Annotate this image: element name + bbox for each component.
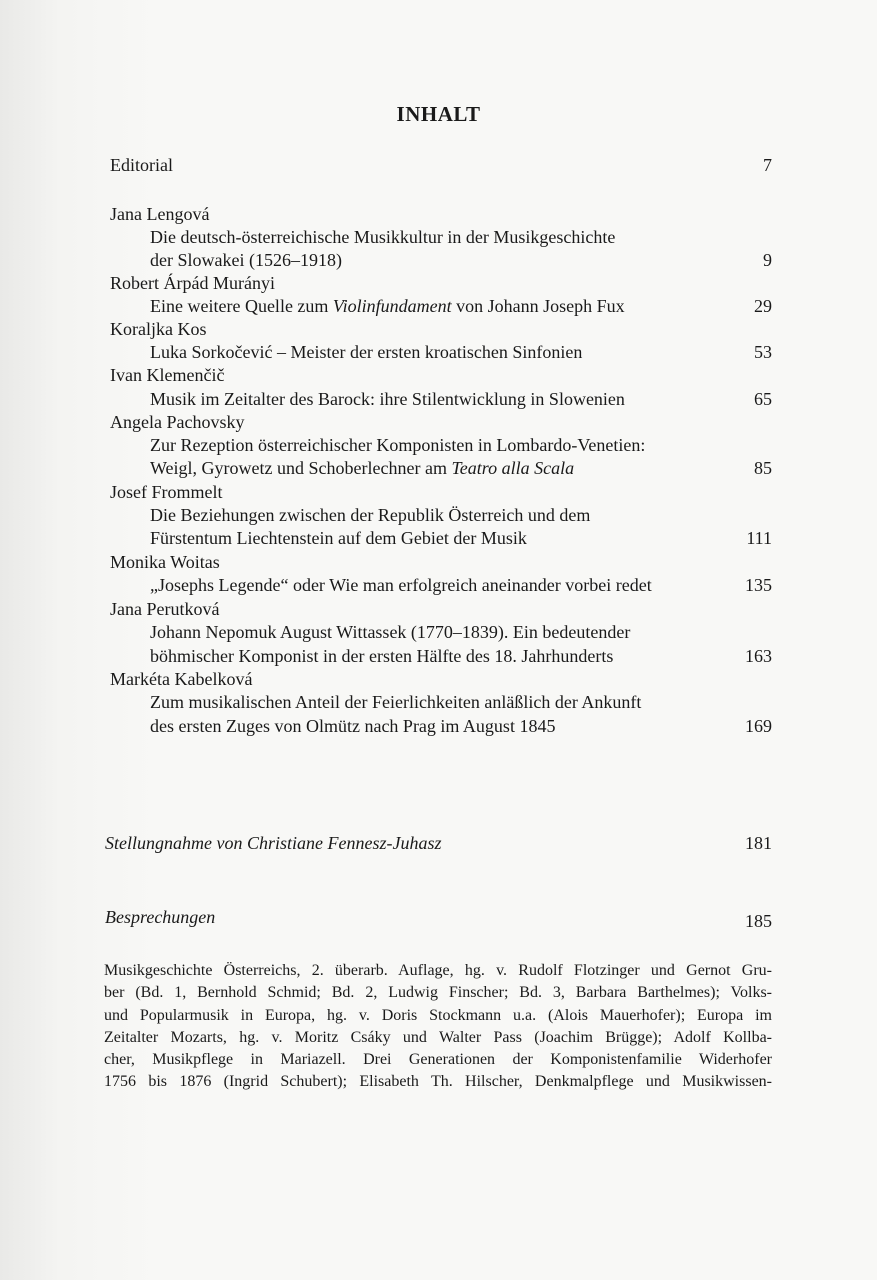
toc-page-number: 169 (745, 716, 772, 736)
reviews-list (104, 960, 772, 1094)
toc-author: Jana Perutková (110, 599, 220, 619)
page-title: INHALT (396, 102, 481, 126)
toc-author: Josef Frommelt (110, 482, 223, 502)
toc-page-number: 111 (746, 528, 772, 548)
toc-page-number: 135 (745, 575, 772, 595)
toc-reviews-label: Besprechungen (105, 907, 216, 927)
toc-page-number: 85 (754, 458, 772, 478)
toc-statement-label: Stellungnahme von Christiane Fennesz-Juhasz (105, 833, 442, 853)
reviews-line: cher, Musikpflege in Mariazell. Drei Generationen der Komponistenfamilie Widerhofer (104, 1051, 772, 1069)
toc-title-line: Eine weitere Quelle zum Violinfundament von Johann Joseph Fux (150, 296, 625, 316)
toc-title-line: Musik im Zeitalter des Barock: ihre Stilentwicklung in Slowenien (150, 389, 625, 409)
toc-page-number: 9 (763, 250, 772, 270)
toc-reviews-page: 185 (745, 911, 772, 931)
toc-title-line: Zum musikalischen Anteil der Feierlichkeiten anläßlich der Ankunft (150, 692, 642, 712)
toc-title-line: Fürstentum Liechtenstein auf dem Gebiet der Musik (150, 528, 527, 548)
toc-editorial-label: Editorial (110, 155, 173, 175)
toc-title-line: des ersten Zuges von Olmütz nach Prag im August 1845 (150, 716, 556, 736)
reviews-line: Musikgeschichte Österreichs, 2. überarb. Auflage, hg. v. Rudolf Flotzinger und Gernot Gru- (104, 962, 772, 979)
toc-title-line: Johann Nepomuk August Wittassek (1770–1839). Ein bedeutender (150, 622, 631, 642)
toc-title-line: Zur Rezeption österreichischer Komponisten in Lombardo-Venetien: (150, 435, 646, 455)
reviews-line: ber (Bd. 1, Bernhold Schmid; Bd. 2, Ludwig Finscher; Bd. 3, Barbara Barthelmes); Volks- (104, 984, 772, 1002)
toc-author: Markéta Kabelková (110, 669, 253, 689)
toc-page-number: 29 (754, 296, 772, 316)
toc-author: Koraljka Kos (110, 319, 207, 339)
reviews-line: Zeitalter Mozarts, hg. v. Moritz Csáky und Walter Pass (Joachim Brügge); Adolf Kollba- (104, 1028, 772, 1046)
toc-page-number: 65 (754, 389, 772, 409)
toc-title-line: Die deutsch-österreichische Musikkultur in der Musikgeschichte (150, 227, 616, 247)
toc-author: Monika Woitas (110, 552, 220, 572)
toc-author: Jana Lengová (110, 204, 210, 224)
toc-title-line: Weigl, Gyrowetz und Schoberlechner am Teatro alla Scala (150, 458, 575, 478)
reviews-line: 1756 bis 1876 (Ingrid Schubert); Elisabeth Th. Hilscher, Denkmalpflege und Musikwissen- (104, 1073, 772, 1091)
toc-editorial-page: 7 (763, 155, 772, 175)
toc-author: Ivan Klemenčič (110, 365, 225, 385)
toc-title-line: Die Beziehungen zwischen der Republik Österreich und dem (150, 505, 591, 525)
toc-title-line: „Josephs Legende“ oder Wie man erfolgreich aneinander vorbei redet (150, 575, 652, 595)
toc-author: Robert Árpád Murányi (110, 273, 275, 293)
toc-author: Angela Pachovsky (110, 412, 245, 432)
toc-page-number: 53 (754, 342, 772, 362)
toc-title-line: der Slowakei (1526–1918) (150, 250, 342, 270)
toc-title-line: böhmischer Komponist in der ersten Hälfte des 18. Jahrhunderts (150, 646, 614, 666)
toc-page-number: 163 (745, 646, 772, 666)
toc-statement-page: 181 (745, 833, 772, 853)
toc-title-line: Luka Sorkočević – Meister der ersten kroatischen Sinfonien (150, 342, 583, 362)
reviews-line: und Popularmusik in Europa, hg. v. Doris Stockmann u.a. (Alois Mauerhofer); Europa im (104, 1006, 772, 1024)
